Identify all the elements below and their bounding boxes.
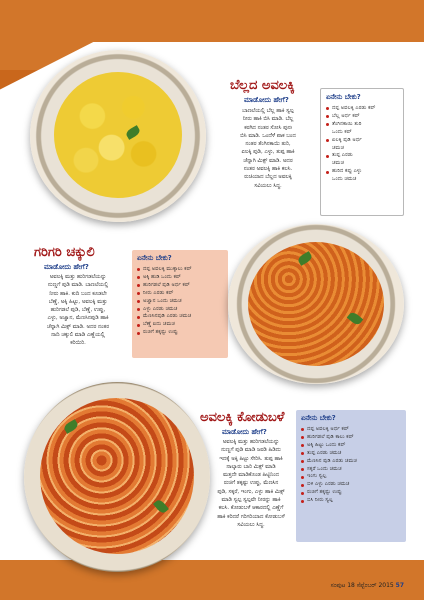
ingredient-item-cont: ಒಂದು ಚಮಚ	[332, 176, 357, 183]
method-line: ನಾದಿ ಚಕ್ಕುಲಿ ಮಾಡಿ ಎಣ್ಣೆಯಲ್ಲಿ	[51, 332, 105, 339]
chakkuli-photo	[228, 224, 404, 384]
ingredient-text: ದಪ್ಪ ಅವಲಕ್ಕಿ ಅರ್ಧ ಕಪ್	[307, 426, 349, 432]
method-text	[198, 438, 304, 529]
method-line: ಬೆಣ್ಣೆ, ಅಕ್ಕಿ ಹಿಟ್ಟು, ಅವಲಕ್ಕಿ ಮತ್ತು	[48, 298, 108, 305]
ingredient-text: ದಪ್ಪ ಅವಲಕ್ಕಿ ಎರಡು ಕಪ್	[332, 105, 376, 111]
ingredient-item	[137, 290, 223, 298]
bullet-icon	[326, 107, 329, 110]
method-line: ಕಲಸಿ. ಕೋಡುಬಳೆ ಆಕಾರದಲ್ಲಿ ಎಣ್ಣೆಗೆ	[218, 505, 284, 512]
method-line: ಕರಗಿದ ನಂತರ ಸೋಸಿ ಪುನಃ	[244, 124, 292, 131]
bullet-icon	[326, 171, 329, 174]
method-line: ರುಚಿಗೆ ತಕ್ಕಷ್ಟು ಉಪ್ಪು, ಮೆಣಸಿನ	[223, 480, 279, 487]
bullet-icon	[301, 444, 304, 447]
method-line: ಮತ್ತದೇ ಮಾಡಿಕೊಂಡ ಹಿಟ್ಟಿನಿಂದ	[223, 472, 279, 479]
bullet-icon	[137, 292, 140, 295]
method-line: ಮಾಡಿ ಸ್ವಲ್ಪ ಸ್ವಲ್ಪವೇ ನೀರನ್ನು ಹಾಕಿ	[221, 497, 281, 504]
page-number: 57	[395, 582, 404, 589]
recipe-title-avalakki-kodubale: ಅವಲಕ್ಕಿ ಕೋಡುಬಳೆ	[200, 410, 285, 425]
method-line: ನೀರು ಹಾಕಿ. ಕುದಿ ಬಂದ ಕೂಡಲೇ	[49, 290, 107, 297]
method-label: ಮಾಡೋದು ಹೇಗೆ?	[44, 263, 89, 271]
method-line: ರುಚಿಯಾದ ಬೆಲ್ಲದ ಅವಲಕ್ಕಿ	[244, 174, 292, 181]
ingredient-item-cont: ಚಮಚ	[332, 160, 345, 167]
ingredient-text: ಹುರಿಗಡಲೆ ಪುಡಿ ಅರ್ಧ ಕಪ್	[143, 281, 190, 288]
bullet-icon	[137, 308, 140, 311]
recipe-title-garigari-chakkuli: ಗರಿಗರಿ ಚಕ್ಕುಲಿ	[34, 245, 95, 260]
method-line: ಸವಿಯಲು ಸಿದ್ಧ.	[254, 182, 282, 189]
method-line: ಬಿಸಿ ಮಾಡಿ. ಒಂದೆಳೆ ಪಾಕ ಬಂದ	[240, 132, 296, 139]
bullet-icon	[301, 436, 304, 439]
ingredient-item	[301, 458, 401, 466]
method-line: ಎಳ್ಳು, ಅಜ್ವಾನ, ಮೆಣಸಿನಪುಡಿ ಹಾಕಿ	[47, 315, 109, 322]
ingredient-item	[301, 450, 401, 458]
method-line: ಕರಿಯಿರಿ.	[70, 340, 86, 347]
ingredient-item	[326, 121, 398, 129]
bullet-icon	[301, 460, 304, 463]
ingredient-item	[137, 266, 223, 274]
chakkuli-food	[248, 242, 384, 366]
method-line: ಚೆನ್ನಾಗಿ ಮಿಕ್ಸ್ ಮಾಡಿ. ಅದರ ನಂತರ	[46, 323, 110, 330]
method-line: ಹಾಕಿ ಕರಿದರೆ ಗರಿಗರಿಯಾದ ಕೋಡುಬಳೆ	[217, 513, 285, 520]
method-line: ನುಣ್ಣಗೆ ಪುಡಿ ಮಾಡಿ ಜರಡಿ ಹಿಡಿದು	[221, 447, 281, 454]
ingredient-text: ಹುರಿಗಡಲೆ ಪುಡಿ ಕಾಲು ಕಪ್	[307, 433, 354, 440]
ingredient-text: ರುಚಿಗೆ ತಕ್ಕಷ್ಟು ಉಪ್ಪು	[307, 489, 342, 496]
ingredient-item	[301, 481, 401, 489]
ingredient-text: ತೆಂಗಿನಕಾಯಿ ತುರಿ	[332, 120, 362, 127]
ingredient-item	[301, 497, 401, 505]
bullet-icon	[301, 476, 304, 479]
method-line: ಏಲಕ್ಕಿ ಪುಡಿ, ಎಳ್ಳು, ತುಪ್ಪ ಹಾಕಿ	[241, 149, 295, 156]
ingredient-item-cont: ಚಮಚ	[332, 144, 345, 151]
ingredient-item	[301, 442, 401, 450]
bullet-icon	[326, 155, 329, 158]
ingredient-item-cont: ಒಂದು ಕಪ್	[332, 128, 352, 135]
recipe-title-bellada-avalakki: ಬೆಲ್ಲದ ಅವಲಕ್ಕಿ	[230, 78, 295, 93]
ingredient-text: ಬಿಸಿ ನೀರು ಸ್ವಲ್ಪ	[307, 497, 333, 504]
method-text	[28, 273, 128, 348]
bullet-icon	[137, 316, 140, 319]
method-line: ನೀರು ಹಾಕಿ ಬಿಸಿ ಮಾಡಿ. ಬೆಲ್ಲ	[242, 116, 294, 123]
bullet-icon	[301, 492, 304, 495]
avalakki-food	[54, 72, 182, 198]
ingredient-text: ಅಕ್ಕಿ ಹಿಟ್ಟು ಒಂದು ಕಪ್	[307, 441, 346, 448]
ingredients-title: ಏನೇನು ಬೇಕು?	[137, 254, 172, 262]
page-footer	[331, 582, 404, 590]
ingredient-item	[137, 329, 223, 337]
bullet-icon	[301, 484, 304, 487]
ingredient-text: ತುಪ್ಪ ಎರಡು	[332, 152, 353, 159]
ingredient-text: ಅಕ್ಕಿ ಹುಡಿ ಒಂದು ಕಪ್	[143, 273, 181, 280]
ingredient-text: ಬಿಳಿ ಎಳ್ಳು ಎರಡು ಚಮಚ	[307, 481, 350, 488]
ingredient-item	[326, 168, 398, 176]
method-line: ಇದಕ್ಕೆ ಅಕ್ಕಿ ಹಿಟ್ಟು ಸೇರಿಸಿ. ತುಪ್ಪ ಹಾಕಿ	[219, 455, 283, 462]
ingredients-box	[296, 410, 406, 542]
ingredients-box	[320, 88, 404, 216]
ingredient-text: ಇಂಗು ಸ್ವಲ್ಪ	[307, 473, 327, 480]
ingredient-text: ತುಪ್ಪ ಎರಡು ಚಮಚ	[307, 449, 342, 456]
ingredient-text: ರುಚಿಗೆ ತಕ್ಕಷ್ಟು ಉಪ್ಪು	[143, 329, 178, 336]
method-line: ನಂತರ ತೆಂಗಿನಕಾಯಿ ತುರಿ,	[245, 141, 291, 148]
ingredient-item	[137, 313, 223, 321]
method-line: ಅವಲಕ್ಕಿ ಮತ್ತು ಹುರಿಗಡಲೆಯನ್ನು	[49, 274, 107, 280]
ingredient-item	[137, 282, 223, 290]
bullet-icon	[326, 123, 329, 126]
bullet-icon	[301, 500, 304, 503]
bullet-icon	[137, 268, 140, 271]
ingredient-text: ಸಕ್ಕರೆ ಒಂದು ಚಮಚ	[307, 465, 342, 472]
ingredient-item	[326, 137, 398, 145]
bullet-icon	[301, 452, 304, 455]
ingredient-item	[137, 298, 223, 306]
ingredient-item	[326, 113, 398, 121]
method-line: ಅವಲಕ್ಕಿ ಮತ್ತು ಹುರಿಗಡಲೆಯನ್ನು	[222, 439, 280, 445]
bullet-icon	[326, 139, 329, 142]
ingredient-item	[137, 321, 223, 329]
method-label: ಮಾಡೋದು ಹೇಗೆ?	[222, 428, 267, 436]
bottom-orange-band	[0, 560, 424, 600]
ingredient-item	[301, 489, 401, 497]
ingredient-text: ಎಳ್ಳು ಎರಡು ಚಮಚ	[143, 305, 178, 312]
method-line: ಸವಿಯಲು ಸಿದ್ಧ.	[237, 521, 265, 528]
kodubale-photo	[24, 382, 210, 572]
ingredient-text: ಮೆಣಸಿನ ಪುಡಿ ಎರಡು ಚಮಚ	[307, 457, 357, 464]
method-line: ಬಾಣಲೆಯಲ್ಲಿ ಬೆಲ್ಲ ಹಾಕಿ ಸ್ವಲ್ಪ	[242, 108, 294, 114]
ingredient-item	[301, 434, 401, 442]
bullet-icon	[137, 332, 140, 335]
bellada-avalakki-photo	[30, 50, 206, 222]
ingredient-text: ಮೆಣಸಿನಪುಡಿ ಎರಡು ಚಮಚ	[143, 313, 192, 320]
ingredients-box	[132, 250, 228, 358]
ingredient-text: ದಪ್ಪ ಅವಲಕ್ಕಿ ಮುಕ್ಕಾಲು ಕಪ್	[143, 266, 192, 272]
bullet-icon	[301, 428, 304, 431]
ingredient-text: ಏಲಕ್ಕಿ ಪುಡಿ ಅರ್ಧ	[332, 136, 362, 143]
bullet-icon	[137, 324, 140, 327]
ingredient-item	[326, 152, 398, 160]
ingredient-text: ನೀರು ಎರಡು ಕಪ್	[143, 289, 174, 296]
issue-text: ಸಂಪುಟ 18 ಸೆಪ್ಟೆಂಬರ್ 2015	[330, 582, 394, 589]
method-line: ನುಣ್ಣಗೆ ಪುಡಿ ಮಾಡಿ. ಬಾಣಲೆಯಲ್ಲಿ	[47, 282, 109, 289]
ingredient-text: ಬೆಣ್ಣೆ ಐದು ಚಮಚ	[143, 321, 175, 328]
ingredient-item	[326, 105, 398, 113]
method-line: ಹುರಿಗಡಲೆ ಪುಡಿ, ಬೆಣ್ಣೆ, ಉಪ್ಪು,	[50, 307, 106, 314]
method-line: ನಂತರ ಅವಲಕ್ಕಿ ಹಾಕಿ ಕಲಸಿ.	[243, 166, 293, 173]
bullet-icon	[137, 300, 140, 303]
ingredient-item	[301, 426, 401, 434]
bullet-icon	[137, 276, 140, 279]
bullet-icon	[301, 468, 304, 471]
kodubale-food	[40, 398, 194, 554]
method-line: ಚೆನ್ನಾಗಿ ಮಿಕ್ಸ್ ಮಾಡಿ. ಅದರ	[243, 157, 293, 164]
ingredient-text: ಬೆಲ್ಲ ಅರ್ಧ ಕಪ್	[332, 112, 360, 119]
method-line: ನಾಲ್ಕಾರು ಬಾರಿ ಮಿಕ್ಸ್ ಮಾಡಿ	[226, 463, 276, 470]
method-text	[220, 107, 316, 190]
bullet-icon	[137, 284, 140, 287]
method-label: ಮಾಡೋದು ಹೇಗೆ?	[244, 96, 289, 104]
ingredient-item	[137, 306, 223, 314]
ingredient-text: ಹುರಿದ ಕಪ್ಪು ಎಳ್ಳು	[332, 168, 362, 175]
ingredient-item	[137, 274, 223, 282]
bullet-icon	[326, 115, 329, 118]
ingredient-text: ಅಜ್ವಾನ ಒಂದು ಚಮಚ	[143, 297, 182, 304]
method-line: ಪುಡಿ, ಸಕ್ಕರೆ, ಇಂಗು, ಎಳ್ಳು ಹಾಕಿ ಮಿಕ್ಸ್	[217, 488, 285, 495]
ingredient-item	[301, 473, 401, 481]
ingredients-title: ಏನೇನು ಬೇಕು?	[301, 414, 336, 422]
ingredients-title: ಏನೇನು ಬೇಕು?	[326, 93, 361, 101]
ingredient-item	[301, 466, 401, 474]
